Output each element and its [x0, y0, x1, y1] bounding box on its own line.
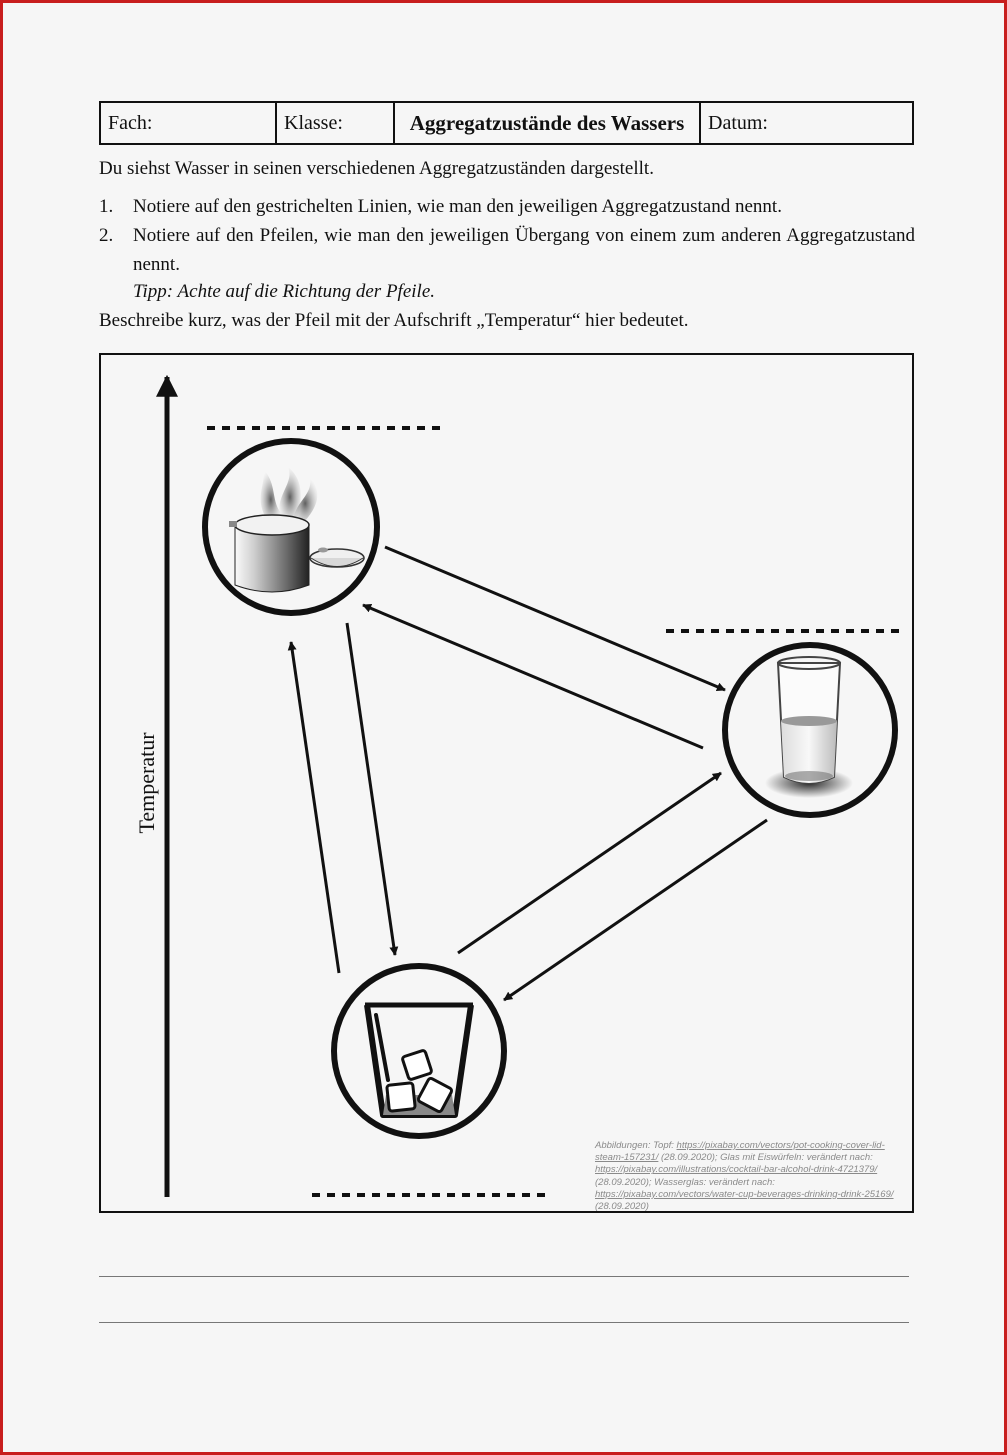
- date-label: Datum:: [708, 111, 768, 134]
- arrow-gas-to-solid[interactable]: [347, 623, 395, 955]
- ice-glass-icon: [334, 966, 504, 1136]
- water-glass-icon: [725, 645, 895, 815]
- credits-link-ice-glass[interactable]: https://pixabay.com/illustrations/cocktail-bar-alcohol-drink-4721379/: [595, 1164, 878, 1176]
- task-1-number: 1.: [99, 196, 114, 217]
- date-field[interactable]: [701, 103, 912, 143]
- subject-label: Fach:: [108, 111, 153, 134]
- states-diagram: [99, 353, 914, 1213]
- task-2-text: Notiere auf den Pfeilen, wie man den jeweiligen Übergang von einem zum anderen Aggregatzustand nennt.: [133, 225, 915, 275]
- arrow-solid-to-gas[interactable]: [291, 642, 339, 973]
- arrow-liquid-to-solid[interactable]: [504, 820, 767, 1000]
- temperature-label: Temperatur: [134, 732, 159, 834]
- task-2-number: 2.: [99, 225, 114, 246]
- task-2: [99, 221, 915, 279]
- task-1: [99, 192, 915, 221]
- arrow-liquid-to-gas[interactable]: [363, 605, 703, 748]
- arrow-solid-to-liquid[interactable]: [458, 773, 721, 953]
- answer-line-2[interactable]: [99, 1322, 909, 1323]
- steaming-pot-icon: [205, 441, 377, 613]
- worksheet-title: Aggregatzustände des Wassers: [395, 103, 701, 143]
- header-table: [99, 101, 914, 145]
- credits-text-1: Abbildungen: Topf:: [595, 1140, 677, 1151]
- task-3-text: Beschreibe kurz, was der Pfeil mit der Aufschrift „Temperatur“ hier bedeutet.: [99, 310, 689, 331]
- credits-link-pot[interactable]: https://pixabay.com/vectors/pot-cooking-cover-lid-steam-157231/: [595, 1140, 885, 1164]
- class-label: Klasse:: [284, 111, 343, 134]
- credits-text-4: (28.09.2020): [595, 1201, 649, 1213]
- intro-text: Du siehst Wasser in seinen verschiedenen Aggregatzuständen dargestellt.: [99, 158, 654, 179]
- arrow-gas-to-liquid[interactable]: [385, 547, 725, 690]
- credits-text-3: (28.09.2020); Wasserglas: verändert nach:: [595, 1176, 775, 1188]
- diagram-canvas: [101, 355, 916, 1215]
- credits-text-2: (28.09.2020); Glas mit Eiswürfeln: verändert nach:: [658, 1152, 873, 1164]
- tip-text: Tipp: Achte auf die Richtung der Pfeile.: [133, 281, 436, 302]
- class-field[interactable]: [277, 103, 395, 143]
- task-1-text: Notiere auf den gestrichelten Linien, wie man den jeweiligen Aggregatzustand nennt.: [133, 196, 782, 217]
- credits-link-water-glass[interactable]: https://pixabay.com/vectors/water-cup-beverages-drinking-drink-25169/: [595, 1188, 894, 1200]
- answer-line-1[interactable]: [99, 1276, 909, 1277]
- image-credits: [595, 1140, 907, 1213]
- subject-field[interactable]: [101, 103, 277, 143]
